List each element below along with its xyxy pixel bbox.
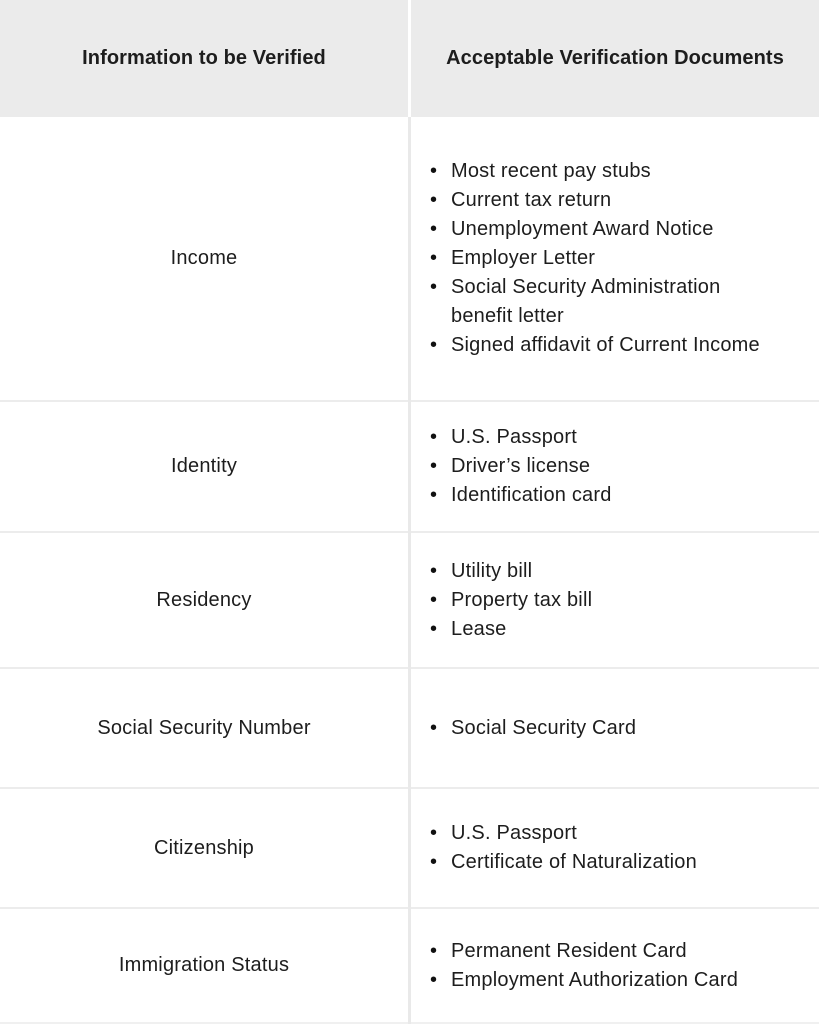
- documents-cell: [408, 402, 819, 531]
- document-item: • Social Security Card: [429, 714, 636, 743]
- column-divider: [408, 117, 411, 1024]
- documents-list: [408, 557, 592, 644]
- document-item: • Employment Authorization Card: [429, 966, 738, 995]
- documents-list: [408, 423, 612, 510]
- column-header-documents: Acceptable Verification Documents: [411, 0, 819, 117]
- document-item: • Certificate of Naturalization: [429, 848, 697, 877]
- column-header-information: Information to be Verified: [0, 0, 408, 117]
- document-item: • Social Security Administration benefit letter: [429, 273, 787, 331]
- documents-cell: [408, 909, 819, 1022]
- document-item: • Property tax bill: [429, 586, 592, 615]
- document-item: • Most recent pay stubs: [429, 157, 787, 186]
- category-cell: Citizenship: [153, 836, 255, 859]
- category-cell: Identity: [170, 455, 238, 477]
- table-body: [0, 117, 819, 1024]
- documents-list: [408, 937, 738, 995]
- category-cell: Social Security Number: [97, 716, 311, 739]
- documents-cell: [408, 789, 819, 907]
- document-item: • Employer Letter: [429, 244, 787, 273]
- document-item: • Lease: [429, 615, 592, 644]
- document-item: • Current tax return: [429, 186, 787, 215]
- category-cell: Residency: [156, 588, 252, 611]
- documents-cell: [408, 533, 819, 667]
- document-item: • Signed affidavit of Current Income: [429, 331, 787, 360]
- documents-cell: [408, 669, 819, 787]
- category-cell: Income: [170, 247, 238, 269]
- document-item: • Unemployment Award Notice: [429, 215, 787, 244]
- documents-list: [408, 157, 787, 360]
- documents-list: [408, 714, 636, 743]
- documents-cell: [408, 117, 819, 400]
- category-cell: Immigration Status: [118, 954, 290, 976]
- document-item: • U.S. Passport: [429, 423, 612, 452]
- document-item: • U.S. Passport: [429, 819, 697, 848]
- document-item: • Permanent Resident Card: [429, 937, 738, 966]
- documents-list: [408, 819, 697, 877]
- document-item: • Utility bill: [429, 557, 592, 586]
- table-header-row: [0, 0, 819, 117]
- document-item: • Identification card: [429, 481, 612, 510]
- document-item: • Driver’s license: [429, 452, 612, 481]
